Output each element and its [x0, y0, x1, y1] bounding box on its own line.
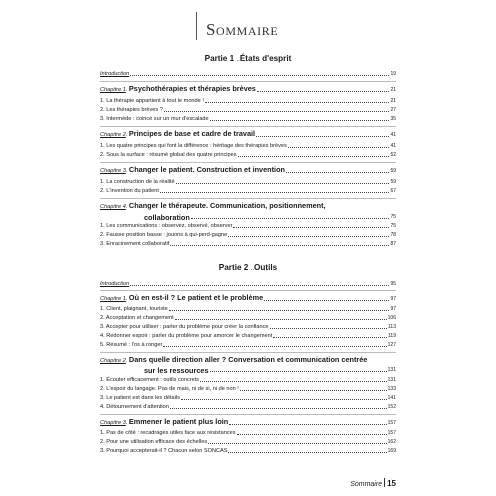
dot-leader [233, 227, 389, 228]
dot-leader [286, 172, 389, 173]
chapter-label: Chapitre 3 [100, 420, 126, 426]
toc-intro-row[interactable] [100, 68, 396, 78]
dot-leader [205, 102, 390, 103]
toc-intro-row[interactable] [100, 278, 396, 288]
section-title: 2. Les thérapies brèves ? [100, 107, 163, 113]
page-title: Sommaire [206, 20, 279, 39]
dot-leader [210, 120, 390, 121]
chapter-title: Dans quelle direction aller ? Conversation et communication centrée [128, 355, 368, 364]
section-title: 1. La thérapie appartient à tout le monde ! [100, 98, 204, 104]
page-number: 75 [390, 214, 396, 220]
page-number: 59 [390, 168, 396, 174]
dot-leader [288, 147, 390, 148]
page-number: 95 [390, 281, 396, 287]
dot-leader [170, 245, 389, 246]
dot-leader [170, 408, 387, 409]
page-number: 127 [387, 342, 396, 348]
section-title: 2. L'invention du patient [100, 188, 159, 194]
dot-leader [210, 371, 387, 372]
part-name: Outils [254, 263, 278, 272]
page-number: 52 [390, 152, 396, 158]
chapter-separator: . [125, 87, 129, 93]
dot-leader [270, 328, 387, 329]
page-number: 131 [387, 377, 396, 383]
intro-label: Introduction [100, 281, 130, 287]
dot-leader [200, 381, 387, 382]
dot-leader [181, 399, 387, 400]
chapter-separator: . [125, 420, 129, 426]
toc-section-row[interactable] [100, 113, 396, 123]
part-label: Partie 2 [218, 263, 249, 272]
dot-leader [175, 319, 387, 320]
page-number: 97 [390, 306, 396, 312]
page-number: 67 [390, 188, 396, 194]
page-number: 113 [388, 324, 396, 330]
page-number: 157 [387, 430, 396, 436]
page-number: 169 [387, 448, 396, 454]
toc-section-row[interactable] [100, 339, 396, 349]
dot-leader [130, 75, 389, 76]
section-title: 5. Résumé : l'os à ronger [100, 342, 163, 348]
chapter-label: Chapitre 4 [100, 204, 126, 210]
chapter-title: Changer le thérapeute. Communication, positionnement, [128, 201, 326, 210]
toc-section-row[interactable] [100, 238, 396, 248]
dot-leader [238, 156, 390, 157]
dot-leader [240, 390, 387, 391]
section-divider [100, 290, 396, 291]
chapter-label: Chapitre 2 [100, 358, 126, 364]
page-number: 41 [390, 143, 396, 149]
dot-leader [257, 91, 390, 92]
page-number: 21 [390, 98, 396, 104]
dot-leader [228, 236, 389, 237]
toc-section-row[interactable] [100, 185, 396, 195]
toc-chapter-row[interactable] [100, 292, 396, 303]
page-number: 87 [390, 241, 396, 247]
section-title: 2. Acceptation et changement [100, 315, 174, 321]
page-number: 133 [387, 386, 396, 392]
chapter-title: Emmener le patient plus loin [128, 417, 229, 426]
part-label: Partie 1 [204, 54, 235, 63]
page-number: 152 [387, 404, 396, 410]
page-number: 162 [387, 439, 396, 445]
section-title: 2. Sous la surface : résumé global des quatre principes [100, 152, 237, 158]
section-divider [100, 81, 396, 82]
dot-leader [191, 218, 390, 219]
section-title: 3. Intermède : coincé sur un mur d'escalade [100, 116, 209, 122]
page-number: 119 [388, 333, 396, 339]
chapter-label: Chapitre 3 [100, 168, 126, 174]
dot-leader [130, 285, 389, 286]
toc-chapter-row[interactable] [100, 128, 396, 139]
section-divider [100, 414, 396, 415]
page-number: 97 [390, 296, 396, 302]
page-number: 19 [390, 71, 396, 77]
dot-leader [229, 424, 386, 425]
page-number: 78 [390, 232, 396, 238]
section-title: 2. L'espoir du langage. Pas de mais, ni de si, ni de non ! [100, 386, 239, 392]
part-2-heading [100, 263, 396, 272]
part-name: États d'esprit [239, 54, 292, 63]
page-number: 27 [390, 107, 396, 113]
section-title: 1. Les quatre principes qui font la différence : héritage des thérapies brèves [100, 143, 287, 149]
dot-leader [208, 443, 386, 444]
footer-separator [384, 478, 385, 487]
page-number: 141 [387, 395, 396, 401]
part-separator: .. [236, 57, 240, 63]
section-title: 1. Pas de côté : recadrages utiles face aux résistances [100, 430, 236, 436]
chapter-separator: . [125, 358, 129, 364]
toc-section-row[interactable] [100, 445, 396, 455]
chapter-title: Où en est-il ? Le patient et le problème [128, 293, 264, 302]
chapter-title-continued: sur les ressources [144, 366, 209, 375]
page-number: 59 [390, 179, 396, 185]
section-title: 4. Détournement d'attention [100, 404, 169, 410]
section-divider [100, 162, 396, 163]
chapter-label: Chapitre 1 [100, 87, 126, 93]
chapter-separator: . [125, 132, 129, 138]
section-title: 4. Redonner espoir : parler du problème pour amorcer le changement [100, 333, 273, 339]
dot-leader [228, 452, 386, 453]
part-separator: .. [250, 266, 254, 272]
dot-leader [237, 434, 387, 435]
page-number: 21 [390, 87, 396, 93]
chapter-title: Principes de base et cadre de travail [128, 129, 256, 138]
chapter-separator: . [125, 168, 129, 174]
page-number: 131 [387, 367, 396, 373]
dot-leader [164, 111, 390, 112]
toc-chapter-row[interactable] [100, 164, 396, 175]
section-title: 2. Fausse position basse : jouons à qui-perd-gagne [100, 232, 228, 238]
chapter-label: Chapitre 1 [100, 296, 126, 302]
section-title: 2. Pour une utilisation efficace des échelles [100, 439, 208, 445]
section-divider [100, 352, 396, 353]
section-divider [100, 126, 396, 127]
section-title: 3. Pourquoi accepterait-il ? Chacun selon SONCAS [100, 448, 228, 454]
chapter-title: Psychothérapies et thérapies brèves [128, 84, 256, 93]
chapter-separator: . [125, 296, 129, 302]
chapter-separator: . [125, 204, 129, 210]
section-title: 1. Écouter efficacement : outils concrets [100, 377, 200, 383]
dot-leader [264, 300, 389, 301]
page-number: 157 [387, 420, 396, 426]
dot-leader [169, 310, 390, 311]
intro-label: Introduction [100, 71, 130, 77]
toc-chapter-row[interactable] [100, 83, 396, 94]
dot-leader [160, 192, 390, 193]
section-title: 3. Accepter pour utiliser : parler du problème pour créer la confiance [100, 324, 269, 330]
section-title: 3. Le patient est dans les détails [100, 395, 180, 401]
section-title: 1. Client, plaignant, touriste [100, 306, 168, 312]
footer-label: Sommaire [350, 481, 383, 488]
toc-section-row[interactable] [100, 401, 396, 411]
page-footer [0, 478, 396, 488]
chapter-title: Changer le patient. Construction et invention [128, 165, 286, 174]
toc-chapter-row[interactable] [100, 416, 396, 427]
title-rule [196, 12, 197, 40]
dot-leader [256, 136, 389, 137]
section-title: 1. Les communications : observez, observé, observer [100, 223, 233, 229]
page-number: 106 [387, 315, 396, 321]
toc-section-row[interactable] [100, 149, 396, 159]
page-number: 35 [390, 116, 396, 122]
part-1-heading [100, 54, 396, 63]
chapter-title-continued: collaboration [144, 213, 190, 222]
toc-chapter-row-continued[interactable] [100, 363, 396, 374]
section-title: 1. La construction de la réalité [100, 179, 175, 185]
dot-leader [163, 346, 386, 347]
dot-leader [273, 337, 387, 338]
section-title: 3. Enracinement collaboratif [100, 241, 170, 247]
dot-leader [176, 183, 390, 184]
footer-page-number: 15 [387, 479, 396, 488]
section-divider [100, 198, 396, 199]
page-number: 41 [390, 132, 396, 138]
chapter-label: Chapitre 2 [100, 132, 126, 138]
page-number: 75 [390, 223, 396, 229]
